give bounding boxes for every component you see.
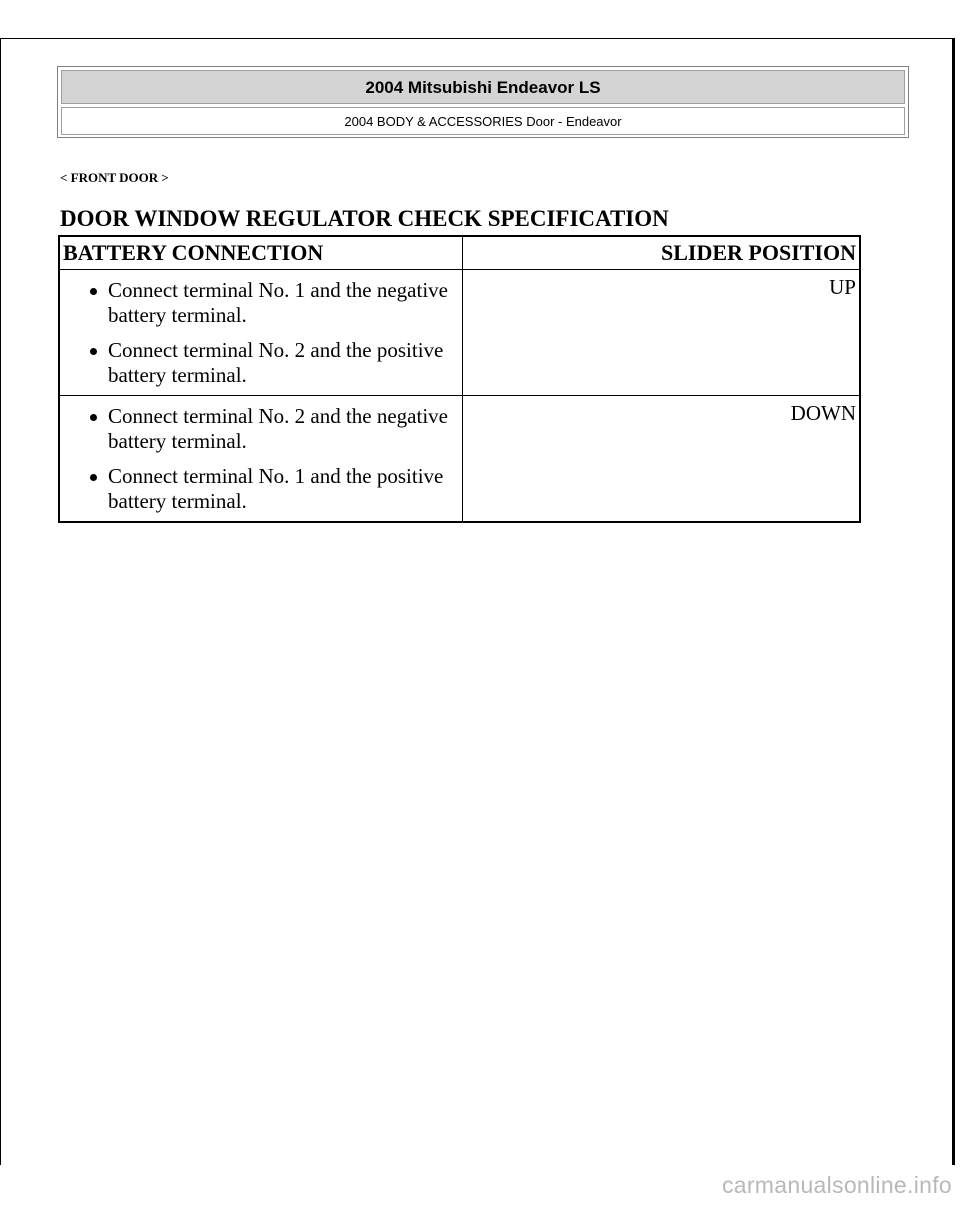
document-header	[57, 66, 909, 138]
step-text: Connect terminal No. 1 and the positive battery terminal.	[108, 464, 444, 513]
table-row	[59, 396, 860, 523]
list-item	[88, 464, 462, 514]
table-row	[59, 270, 860, 396]
column-header-slider-position: SLIDER POSITION	[463, 236, 861, 270]
bullet-icon	[90, 288, 97, 295]
connection-steps	[60, 278, 462, 388]
step-text: Connect terminal No. 2 and the positive battery terminal.	[108, 338, 444, 387]
list-item	[88, 338, 462, 388]
table-header-row	[59, 236, 860, 270]
header-subtitle: 2004 BODY & ACCESSORIES Door - Endeavor	[61, 107, 905, 135]
watermark[interactable]: carmanualsonline.info	[721, 1172, 952, 1198]
column-header-battery-connection: BATTERY CONNECTION	[59, 236, 463, 270]
page-title: DOOR WINDOW REGULATOR CHECK SPECIFICATION	[60, 206, 669, 231]
header-title: 2004 Mitsubishi Endeavor LS	[61, 70, 905, 104]
bullet-icon	[90, 414, 97, 421]
connection-steps	[60, 404, 462, 514]
step-text: Connect terminal No. 1 and the negative battery terminal.	[108, 278, 448, 327]
bullet-icon	[90, 348, 97, 355]
section-tag: < FRONT DOOR >	[60, 170, 169, 185]
slider-position-cell: DOWN	[790, 401, 856, 425]
spec-table	[58, 235, 861, 523]
slider-position-cell: UP	[463, 270, 861, 396]
battery-connection-cell	[59, 270, 463, 396]
battery-connection-cell	[59, 396, 463, 523]
step-text: Connect terminal No. 2 and the negative battery terminal.	[108, 404, 448, 453]
bullet-icon	[90, 474, 97, 481]
list-item	[88, 404, 462, 454]
list-item	[88, 278, 462, 328]
